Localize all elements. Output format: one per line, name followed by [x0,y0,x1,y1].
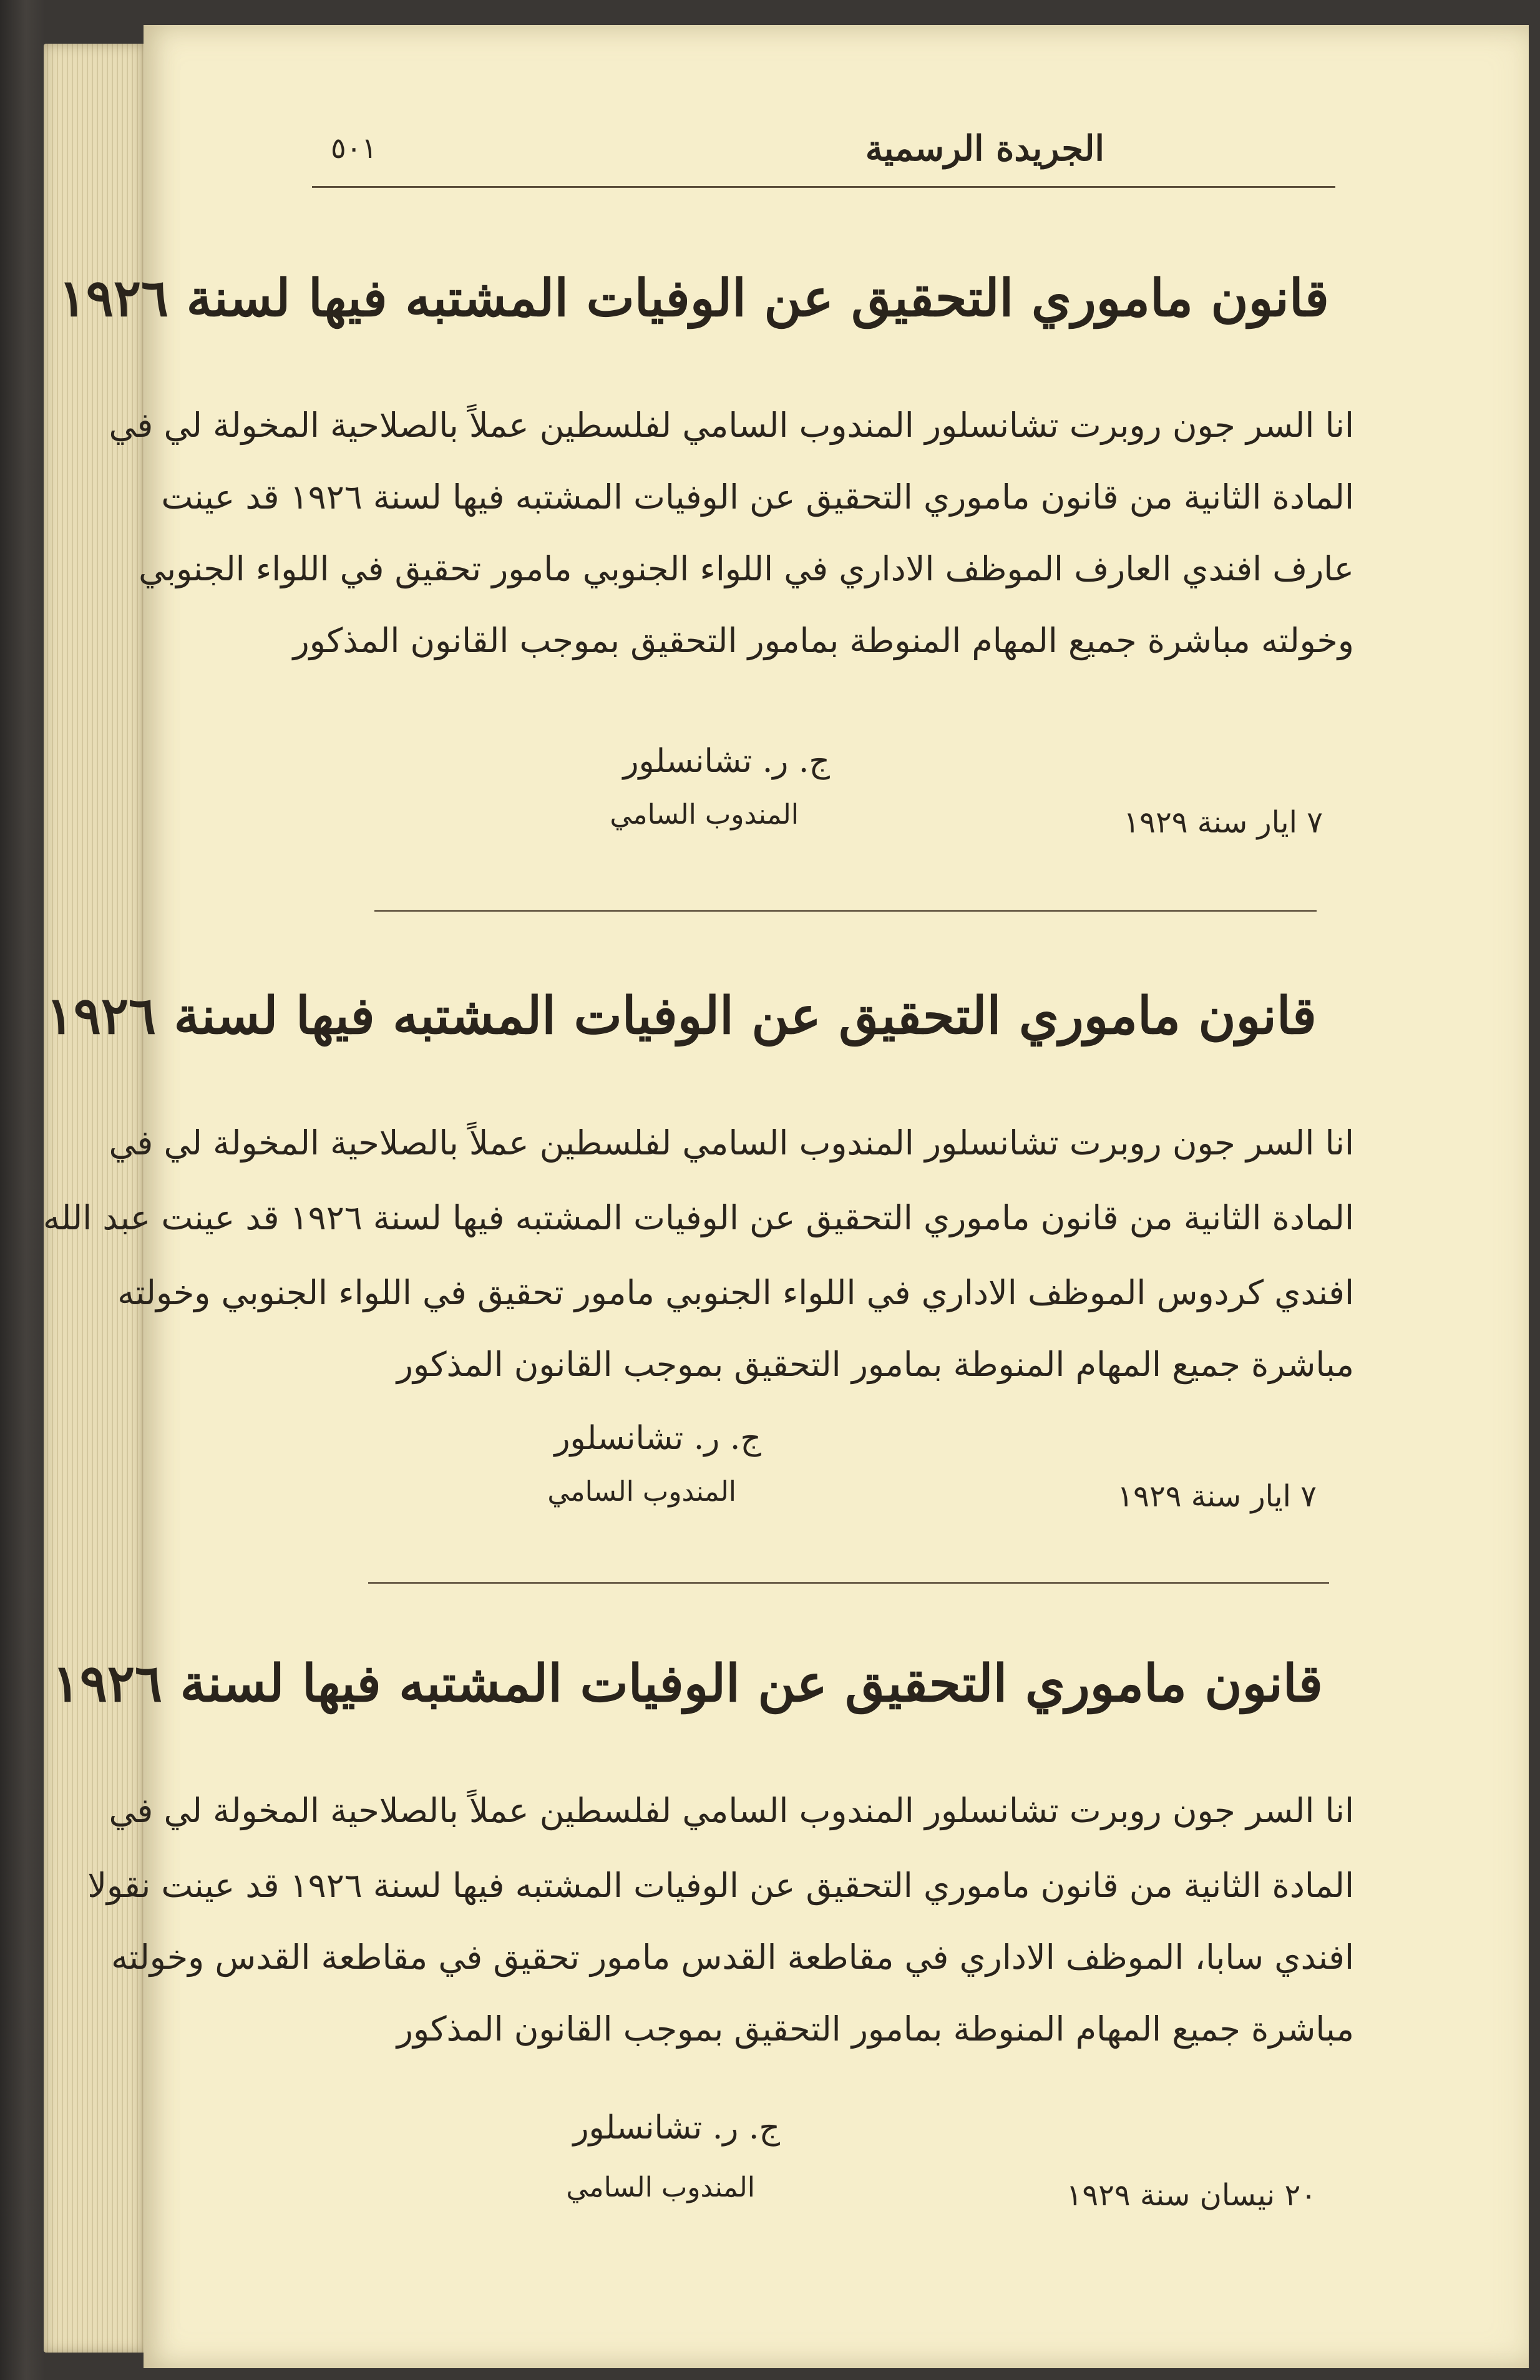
signature-name: ج. ر. تشانسلور [554,1420,761,1457]
notice-body-line: انا السر جون روبرت تشانسلور المندوب السامي لفلسطين عملاً بالصلاحية المخولة لي في [109,1791,1354,1830]
signature-title: المندوب السامي [610,799,799,831]
notice-body-line: عارف افندي العارف الموظف الاداري في اللواء الجنوبي مامور تحقيق في اللواء الجنوبي [139,549,1354,588]
notice-title: قانون ماموري التحقيق عن الوفيات المشتبه فيها لسنة ١٩٢٦ [46,986,1317,1046]
notice-body-line: انا السر جون روبرت تشانسلور المندوب السامي لفلسطين عملاً بالصلاحية المخولة لي في [109,1123,1354,1163]
signature-name: ج. ر. تشانسلور [623,743,830,780]
notice-body-line: وخولته مباشرة جميع المهام المنوطة بمامور التحقيق بموجب القانون المذكور [293,621,1354,660]
section-divider [368,1582,1329,1584]
signature-name: ج. ر. تشانسلور [573,2109,780,2147]
running-head: الجريدة الرسمية [865,128,1104,169]
gazette-page [42,25,1529,2368]
signature-title: المندوب السامي [547,1476,736,1508]
section-divider [374,910,1317,912]
notice-body-line: انا السر جون روبرت تشانسلور المندوب السامي لفلسطين عملاً بالصلاحية المخولة لي في [109,406,1354,445]
notice-body-line: افندي سابا، الموظف الاداري في مقاطعة القدس مامور تحقيق في مقاطعة القدس وخولته [111,1938,1354,1977]
notice-body-line: مباشرة جميع المهام المنوطة بمامور التحقيق بموجب القانون المذكور [396,2009,1354,2049]
notice-body-line: المادة الثانية من قانون ماموري التحقيق عن الوفيات المشتبه فيها لسنة ١٩٢٦ قد عينت نقولا [87,1866,1354,1905]
notice-date: ٢٠ نيسان سنة ١٩٢٩ [1066,2178,1317,2213]
notice-body-line: افندي كردوس الموظف الاداري في اللواء الجنوبي مامور تحقيق في اللواء الجنوبي وخولته [117,1273,1354,1312]
book-binding [0,0,44,2380]
notice-body-line: المادة الثانية من قانون ماموري التحقيق عن الوفيات المشتبه فيها لسنة ١٩٢٦ قد عينت [161,477,1354,517]
header-rule [312,186,1335,188]
signature-title: المندوب السامي [566,2172,755,2203]
notice-date: ٧ ايار سنة ١٩٢٩ [1117,1479,1317,1514]
notice-title: قانون ماموري التحقيق عن الوفيات المشتبه فيها لسنة ١٩٢٦ [52,1654,1323,1714]
notice-date: ٧ ايار سنة ١٩٢٩ [1123,805,1323,840]
page-number: ٥٠١ [331,131,378,165]
notice-title: قانون ماموري التحقيق عن الوفيات المشتبه فيها لسنة ١٩٢٦ [58,268,1329,328]
notice-body-line: المادة الثانية من قانون ماموري التحقيق عن الوفيات المشتبه فيها لسنة ١٩٢٦ قد عينت عبد الله [42,1198,1354,1237]
notice-body-line: مباشرة جميع المهام المنوطة بمامور التحقيق بموجب القانون المذكور [396,1345,1354,1384]
